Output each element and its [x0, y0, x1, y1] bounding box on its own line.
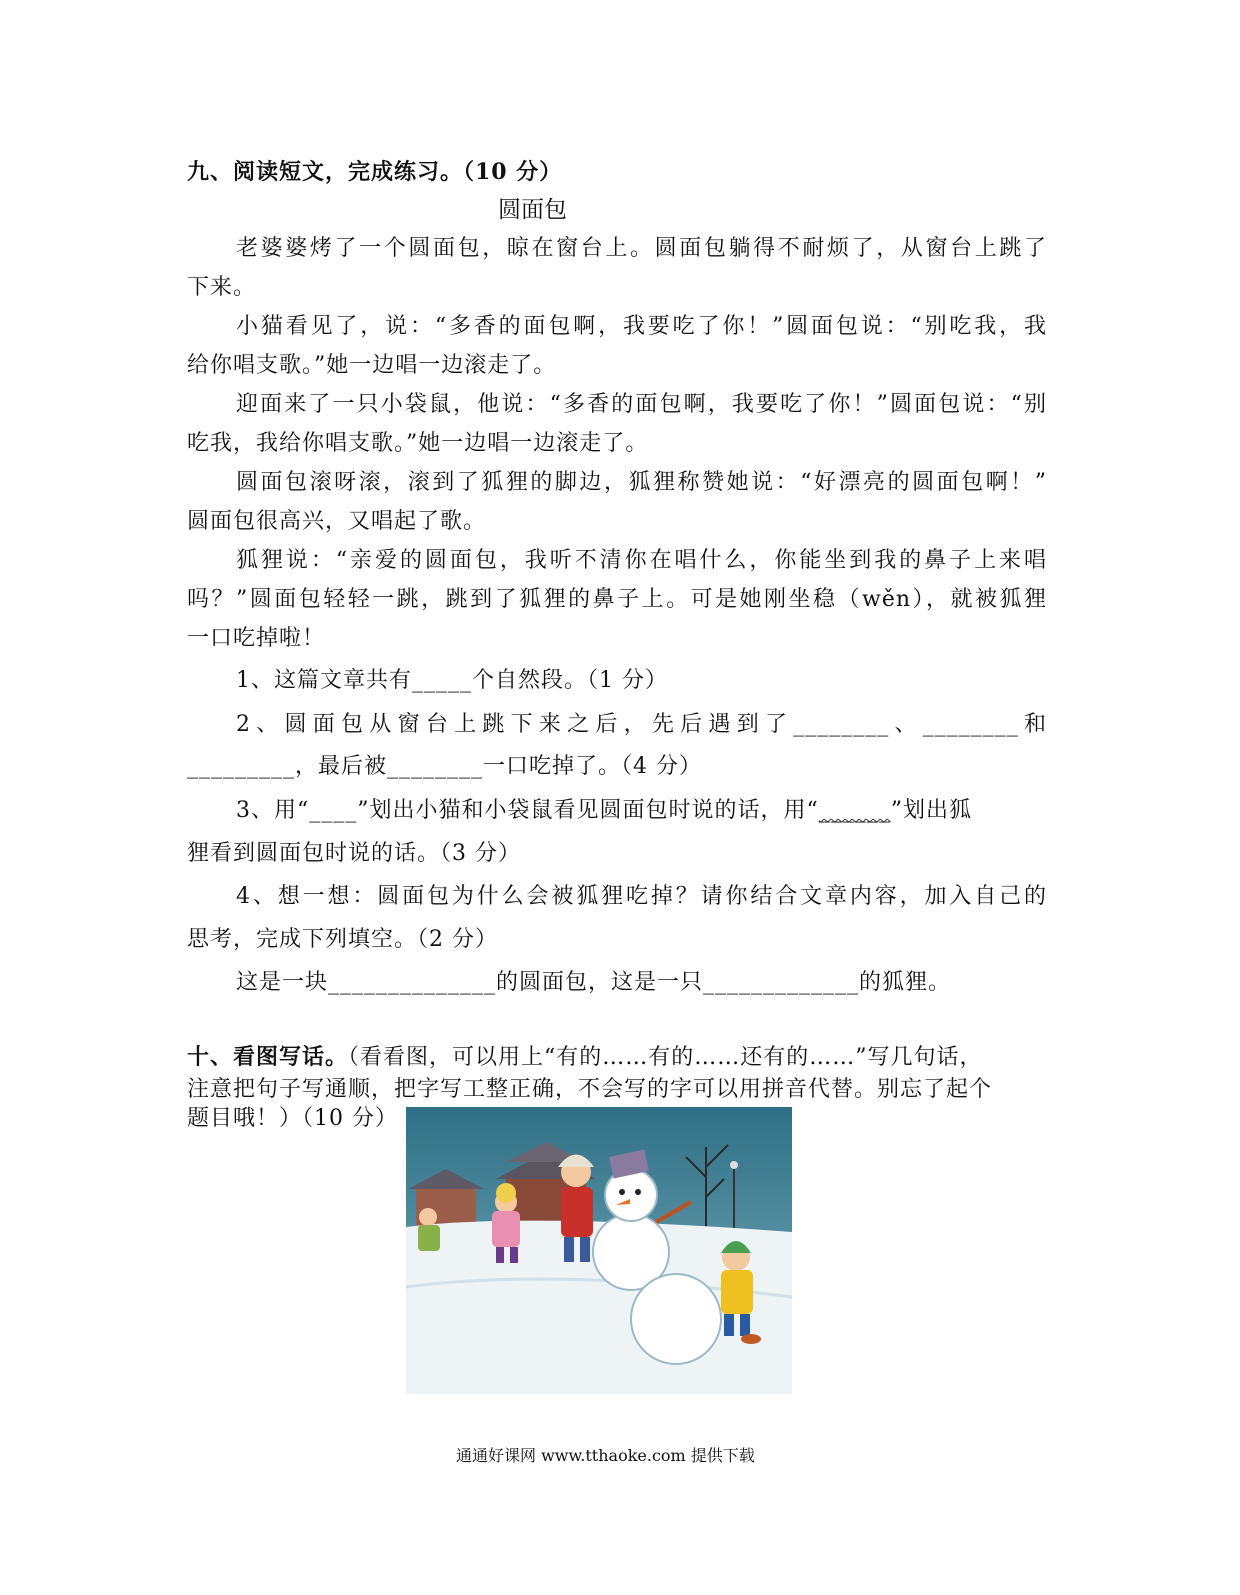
big-snowball	[631, 1274, 721, 1364]
section-10-instruction: （看看图，可以用上“有的……有的……还有的……”写几句话，	[348, 1045, 983, 1070]
section-10-heading	[187, 1043, 1047, 1072]
question-2-continued: _________，最后被________一口吃掉了。（4 分）	[187, 754, 702, 779]
question-4: 4、想一想：圆面包为什么会被狐狸吃掉？请你结合文章内容，加入自己的	[236, 884, 1047, 909]
section-10-instruction-line: 注意把句子写通顺，把字写工整正确，不会写的字可以用拼音代替。别忘了起个	[187, 1077, 993, 1102]
story-line: 老婆婆烤了一个圆面包，晾在窗台上。圆面包躺得不耐烦了，从窗台上跳了	[236, 236, 1047, 261]
story-line: 给你唱支歌。”她一边唱一边滚走了。	[187, 353, 557, 378]
story-line: 狐狸说：“亲爱的圆面包，我听不清你在唱什么，你能坐到我的鼻子上来唱	[236, 548, 1047, 573]
story-line: 吗？”圆面包轻轻一跳，跳到了狐狸的鼻子上。可是她刚坐稳（wěn），就被狐狸	[187, 587, 1047, 612]
street-lamp-light	[730, 1161, 738, 1169]
section-10-instruction-line: 题目哦！）（10 分）	[187, 1106, 398, 1131]
story-line: 吃我，我给你唱支歌。”她一边唱一边滚走了。	[187, 431, 649, 456]
question-2: 2、圆面包从窗台上跳下来之后，先后遇到了________、________和	[236, 712, 1047, 737]
question-3-text: 3、用“____”划出小猫和小袋鼠看见圆面包时说的话，用“	[236, 798, 819, 823]
question-3	[236, 797, 1047, 825]
story-line: 圆面包很高兴，又唱起了歌。	[187, 509, 487, 534]
story-line: 小猫看见了，说：“多香的面包啊，我要吃了你！”圆面包说：“别吃我，我	[236, 314, 1047, 339]
section-9-heading: 九、阅读短文，完成练习。（10 分）	[187, 159, 563, 185]
question-1: 1、这篇文章共有_____个自然段。（1 分）	[236, 668, 668, 693]
story-title: 圆面包	[498, 197, 567, 223]
footer-source: 通通好课网 www.tthaoke.com 提供下载	[456, 1446, 755, 1465]
wavy-underline-sample: ______	[818, 798, 891, 823]
question-3-continued: 狸看到圆面包时说的话。（3 分）	[187, 841, 521, 866]
story-line: 一口吃掉啦！	[187, 626, 326, 651]
snowman-illustration	[406, 1107, 792, 1394]
story-line: 迎面来了一只小袋鼠，他说：“多香的面包啊，我要吃了你！”圆面包说：“别	[236, 392, 1047, 417]
story-line: 下来。	[187, 275, 257, 300]
question-4-fill-in: 这是一块______________的圆面包，这是一只_____________的狐狸。	[236, 970, 952, 995]
question-4-continued: 思考，完成下列填空。（2 分）	[187, 927, 498, 952]
section-10-title: 十、看图写话。	[187, 1044, 349, 1070]
question-3-text-end: ”划出狐	[890, 798, 972, 823]
story-line: 圆面包滚呀滚，滚到了狐狸的脚边，狐狸称赞她说：“好漂亮的圆面包啊！”	[236, 470, 1047, 495]
